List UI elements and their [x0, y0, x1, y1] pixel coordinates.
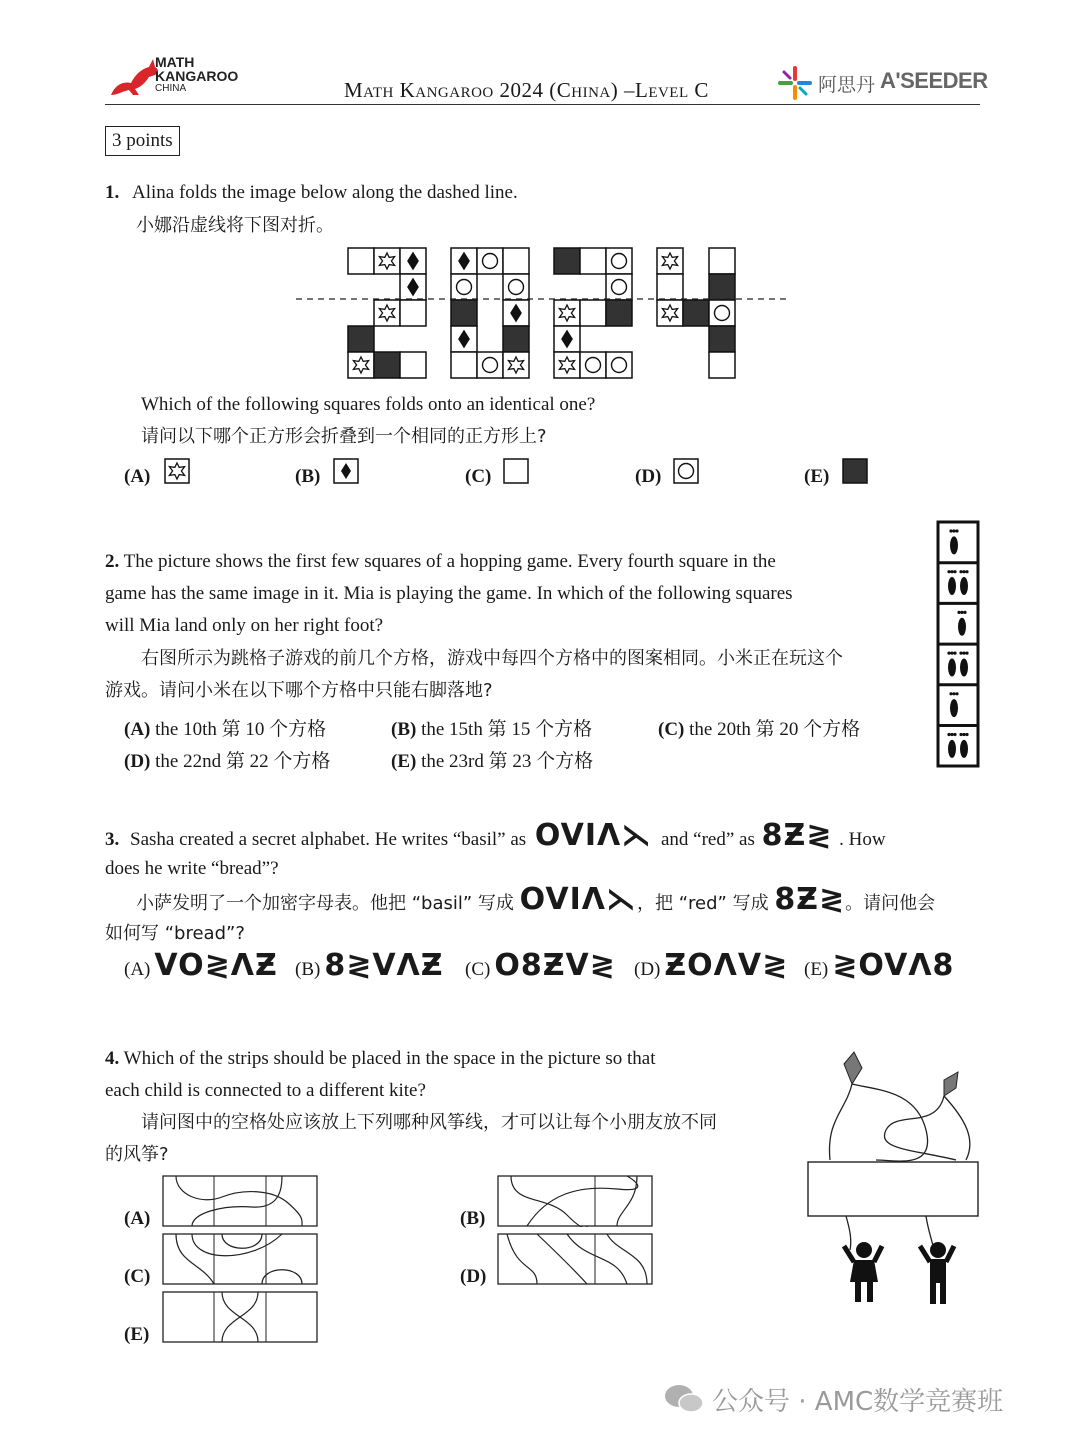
grid-cell: [400, 352, 426, 378]
q3-cn-line1: 小萨发明了一个加密字母表。他把 “basil” 写成 OVIΛ⋋，把 “red” 写成 8Ƶ≷。请问他会: [136, 882, 936, 917]
hopping-game-strip: [936, 520, 980, 768]
q1-text-cn: 小娜沿虚线将下图对折。: [136, 215, 334, 236]
grid-cell: [580, 300, 606, 326]
kite-figure: [806, 1050, 982, 1306]
q4-option-d-label[interactable]: (D): [460, 1266, 487, 1287]
logo-line-3: CHINA: [155, 83, 187, 94]
q2-option-e[interactable]: (E) the 23rd 第 23 个方格: [391, 751, 594, 772]
grid-cell: [683, 300, 709, 326]
q2-options: [124, 714, 914, 780]
grid-cell: [348, 326, 374, 352]
grid-cell: [580, 248, 606, 274]
q3-option-c[interactable]: (C) O8ƵV≷: [465, 948, 616, 983]
q3-line2: does he write “bread”?: [105, 858, 279, 879]
grid-cell: [657, 274, 683, 300]
q4-option-c-strip[interactable]: [162, 1233, 318, 1285]
cipher-basil: OVIΛ⋋: [534, 818, 653, 853]
grid-cell: [400, 300, 426, 326]
grid-cell: [606, 300, 632, 326]
wechat-icon: [664, 1383, 704, 1415]
kangaroo-icon: [105, 55, 161, 101]
grid-cell: [451, 300, 477, 326]
grid-cell: [606, 352, 632, 378]
q4-text-cn: 请问图中的空格处应该放上下列哪种风筝线，才可以让每个小朋友放不同 的风筝?: [105, 1112, 717, 1165]
q4-option-e-label[interactable]: (E): [124, 1324, 150, 1345]
grid-cell: [374, 352, 400, 378]
q2-option-a[interactable]: (A) the 10th 第 10 个方格: [124, 719, 327, 740]
q2-text-cn: 右图所示为跳格子游戏的前几个方格，游戏中每四个方格中的图案相同。小米正在玩这个 游戏。请问小米在以下哪个方格中只能右脚落地?: [105, 648, 843, 701]
child-boy-icon: [920, 1242, 954, 1304]
q1-text: [105, 177, 518, 209]
q1-options: (A) (B) (C) (D) (E): [124, 458, 884, 494]
q4-text-en: 4. Which of the strips should be placed in the space in the picture so that each child is connected to a different kite?: [105, 1048, 656, 1101]
grid-cell: [709, 326, 735, 352]
q1-number: 1.: [105, 182, 120, 203]
points-badge: 3 points: [105, 126, 180, 156]
child-girl-icon: [844, 1242, 882, 1302]
grid-cell: [709, 300, 735, 326]
q4-option-a-strip[interactable]: [162, 1175, 318, 1227]
q2-number: 2.: [105, 551, 120, 572]
q2-option-b[interactable]: (B) the 15th 第 15 个方格: [391, 719, 593, 740]
sparkle-icon: [778, 66, 812, 100]
grid-cell: [606, 248, 632, 274]
grid-cell: [451, 274, 477, 300]
kite-left-icon: [844, 1052, 862, 1084]
q2-text-en: 2. The picture shows the first few squares of a hopping game. Every fourth square in the game has the same image in it. Mia is playing the game. In which of the following squares will Mia land only on her right foot?: [105, 551, 793, 636]
grid-cell: [554, 248, 580, 274]
filled-square-icon: [842, 458, 868, 484]
q2-option-c[interactable]: (C) the 20th 第 20 个方格: [658, 719, 861, 740]
kite-right-icon: [944, 1072, 958, 1096]
grid-cell: [451, 352, 477, 378]
q3-options: [124, 948, 984, 998]
cipher-red: 8Ƶ≷: [761, 818, 833, 853]
grid-cell: [503, 326, 529, 352]
grid-cell: [477, 352, 503, 378]
sponsor-logo: [778, 66, 988, 102]
grid-cell: [709, 248, 735, 274]
q3-option-e[interactable]: (E) ≷OVΛ8: [804, 948, 955, 983]
q4-option-c-label[interactable]: (C): [124, 1266, 151, 1287]
kangaroo-logo: [105, 55, 245, 101]
q3-cn-line2: 如何写 “bread”?: [105, 923, 245, 944]
grid-cell: [606, 274, 632, 300]
q4-number: 4.: [105, 1048, 120, 1069]
sponsor-en: A'SEEDER: [880, 68, 988, 93]
grid-cell: [709, 274, 735, 300]
q3-line1: 3. Sasha created a secret alphabet. He writes “basil” as OVIΛ⋋ and “red” as 8Ƶ≷ . How: [105, 818, 886, 853]
q3-number: 3.: [105, 829, 120, 850]
grid-cell: [477, 248, 503, 274]
q1-figure-2024: [296, 247, 788, 379]
grid-cell: [503, 274, 529, 300]
header-rule: [105, 104, 980, 105]
q3-option-a[interactable]: (A) VO≷ΛƵ: [124, 948, 278, 983]
grid-cell: [503, 248, 529, 274]
q4-option-b-strip[interactable]: [497, 1175, 653, 1227]
q4-option-e-strip[interactable]: [162, 1291, 318, 1343]
q4-option-d-strip[interactable]: [497, 1233, 653, 1285]
grid-cell: [709, 352, 735, 378]
star-square-icon: [164, 458, 190, 484]
q1-prompt-en: Which of the following squares folds onto an identical one?: [141, 394, 596, 415]
q4-option-a-label[interactable]: (A): [124, 1208, 151, 1229]
q2-option-d[interactable]: (D) the 22nd 第 22 个方格: [124, 751, 331, 772]
q4-option-b-label[interactable]: (B): [460, 1208, 486, 1229]
q3-option-d[interactable]: (D) ƵOΛV≷: [634, 948, 789, 983]
sponsor-cn: 阿思丹: [818, 74, 876, 96]
grid-cell: [580, 352, 606, 378]
q1-prompt-cn: 请问以下哪个正方形会折叠到一个相同的正方形上?: [141, 426, 547, 447]
q1-text-en: Alina folds the image below along the dashed line.: [132, 182, 518, 203]
page-title: Math Kangaroo 2024 (China) –Level C: [344, 78, 709, 102]
circle-square-icon: [673, 458, 699, 484]
logo-line-2: KANGAROO: [155, 68, 239, 84]
diamond-square-icon: [333, 458, 359, 484]
grid-cell: [348, 248, 374, 274]
logo-line-1: MATH: [155, 54, 195, 70]
q3-option-b[interactable]: (B) 8≷VΛƵ: [295, 948, 444, 983]
empty-square-icon: [503, 458, 529, 484]
empty-space-box: [808, 1162, 978, 1216]
